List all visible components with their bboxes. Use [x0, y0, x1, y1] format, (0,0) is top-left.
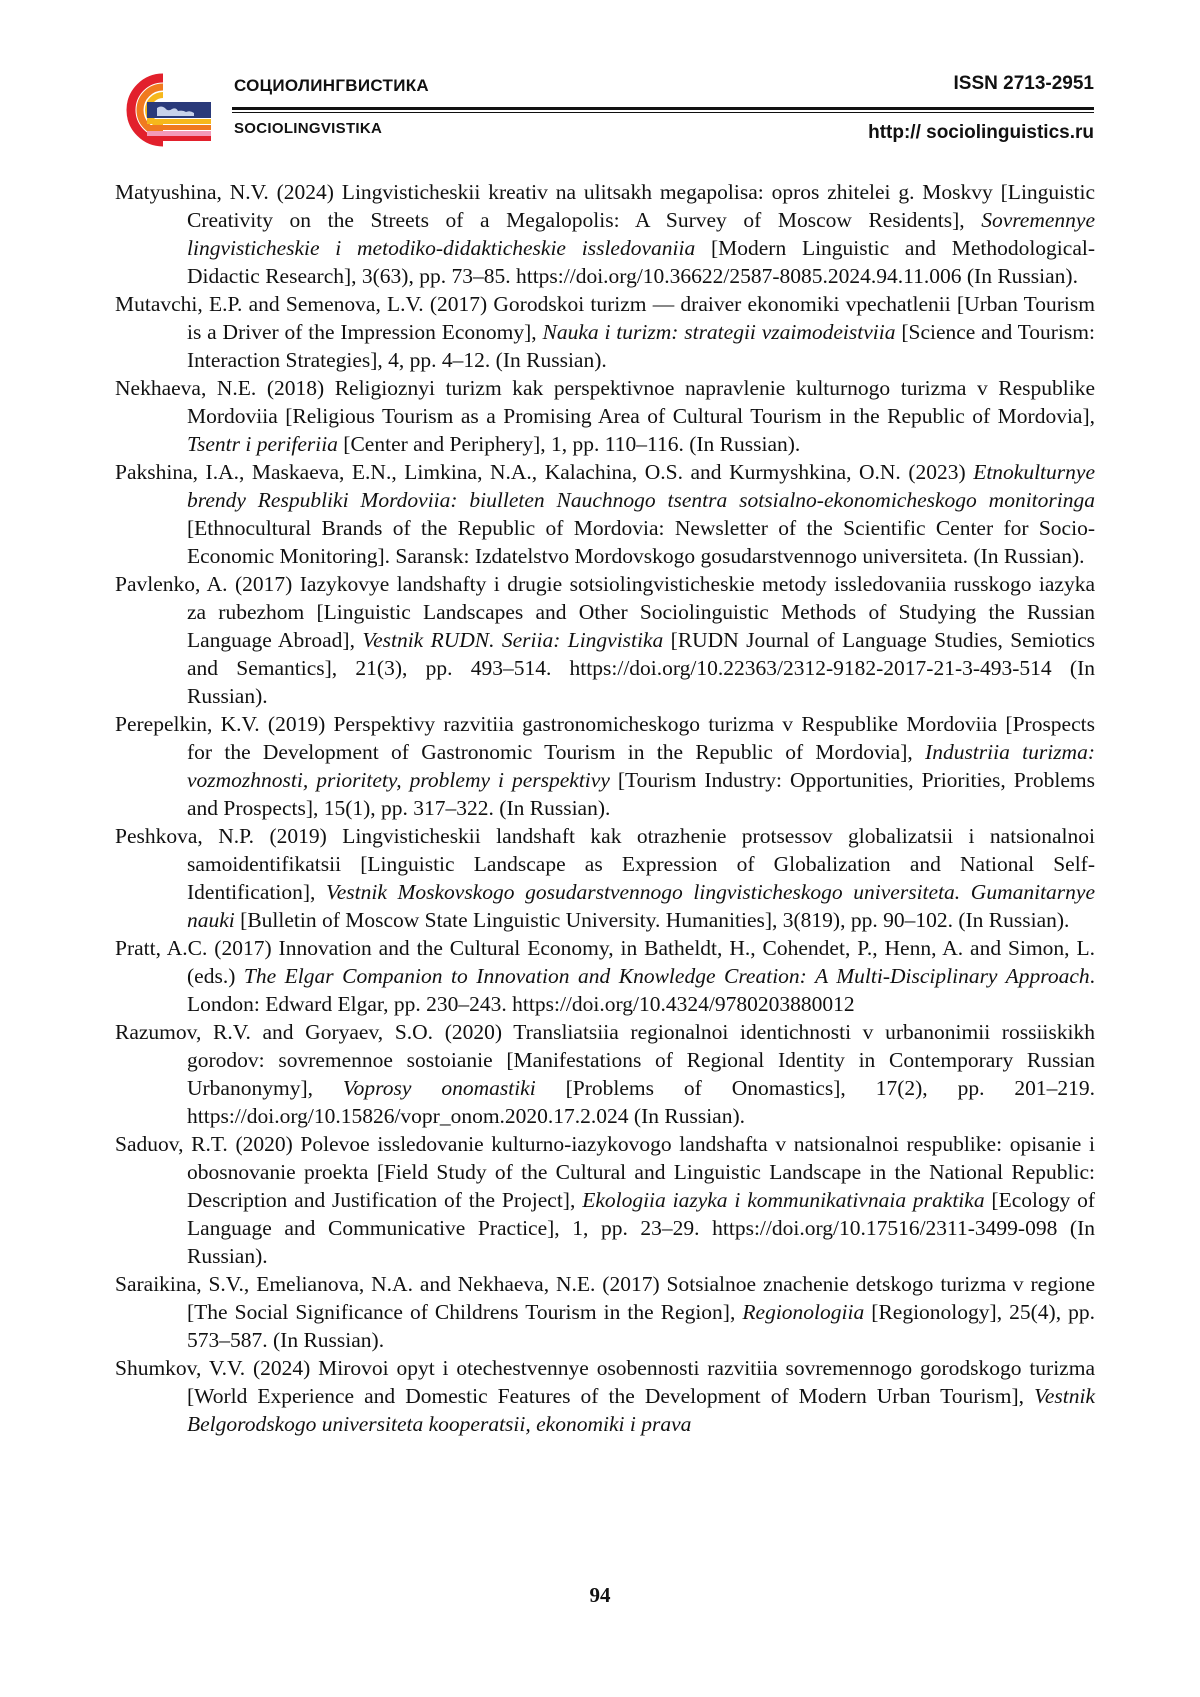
reference-source-title: Ekologiia iazyka i kommunikativnaia praktika	[582, 1188, 985, 1212]
reference-source-title: Vestnik RUDN. Seriia: Lingvistika	[362, 628, 664, 652]
reference-text: [Tourism Industry: Opportunities, Priorities, Problems and Prospects], 15(1), pp. 317–322. (In Russian).	[187, 768, 1095, 820]
reference-source-title: The Elgar Companion to Innovation and Knowledge Creation: A Multi-Disciplinary Approach	[243, 964, 1090, 988]
reference-text: . London: Edward Elgar, pp. 230–243. https://doi.org/10.4324/9780203880012	[187, 964, 1095, 1016]
reference-entry	[115, 934, 1095, 1018]
reference-entry	[115, 822, 1095, 934]
reference-text: Saraikina, S.V., Emelianova, N.A. and Nekhaeva, N.E. (2017) Sotsialnoe znachenie detskogo turizma v regione [The Social Significance of Childrens Tourism in the Region],	[115, 1272, 1095, 1324]
reference-entry	[115, 710, 1095, 822]
reference-text: Pratt, A.C. (2017) Innovation and the Cultural Economy, in Batheldt, H., Cohendet, P., Henn, A. and Simon, L. (eds.)	[115, 936, 1095, 988]
header-rule-thick	[232, 107, 1094, 110]
reference-text: [Regionology], 25(4), pp. 573–587. (In Russian).	[187, 1300, 1095, 1352]
reference-entry	[115, 374, 1095, 458]
journal-title-en: SOCIOLINGVISTIKA	[234, 120, 383, 137]
reference-entry	[115, 1270, 1095, 1354]
journal-title-ru: СОЦИОЛИНГВИСТИКА	[234, 76, 429, 95]
reference-text: Saduov, R.T. (2020) Polevoe issledovanie kulturno-iazykovogo landshafta v natsionalnoi respublike: opisanie i obosnovanie proekta [Field Study of the Cultural and Linguistic Landscape in the National Republic: Description and Justification of the Project],	[115, 1132, 1095, 1212]
reference-text: [Ethnocultural Brands of the Republic of Mordovia: Newsletter of the Scientific Center for Socio-Economic Monitoring]. Saransk: Izdatelstvo Mordovskogo gosudarstvennogo universiteta. (In Russian).	[187, 516, 1095, 568]
reference-entry	[115, 1130, 1095, 1270]
journal-url: http:// sociolinguistics.ru	[868, 122, 1094, 143]
reference-entry	[115, 458, 1095, 570]
page-header	[0, 0, 1200, 160]
reference-entry	[115, 570, 1095, 710]
reference-text: [Science and Tourism: Interaction Strategies], 4, pp. 4–12. (In Russian).	[187, 320, 1095, 372]
reference-entry	[115, 290, 1095, 374]
reference-source-title: Sovremennye lingvisticheskie i metodiko-didakticheskie issledovaniia	[187, 208, 1095, 260]
reference-source-title: Vestnik Belgorodskogo universiteta kooperatsii, ekonomiki i prava	[187, 1384, 1095, 1436]
reference-text: Shumkov, V.V. (2024) Mirovoi opyt i otechestvennye osobennosti razvitiia sovremennogo gorodskogo turizma [World Experience and Domestic Features of the Development of Modern Urban Tourism],	[115, 1356, 1095, 1408]
page-number: 94	[589, 1583, 611, 1607]
header-rule-thin	[232, 112, 1094, 113]
reference-text: Pavlenko, A. (2017) Iazykovye landshafty i drugie sotsiolingvisticheskie metody issledovaniia russkogo iazyka za rubezhom [Linguistic Landscapes and Other Sociolinguistic Methods of Studying the Russian Language Abroad],	[115, 572, 1095, 652]
reference-source-title: Etnokulturnye brendy Respubliki Mordoviia: biulleten Nauchnogo tsentra sotsialno-ekonomicheskogo monitoringa	[187, 460, 1095, 512]
reference-source-title: Tsentr i periferiia	[187, 432, 338, 456]
reference-source-title: Regionologiia	[742, 1300, 865, 1324]
reference-text: Mutavchi, E.P. and Semenova, L.V. (2017) Gorodskoi turizm — draiver ekonomiki vpechatlenii [Urban Tourism is a Driver of the Impression Economy],	[115, 292, 1095, 344]
journal-logo-icon	[113, 72, 213, 148]
reference-source-title: Vestnik Moskovskogo gosudarstvennogo lingvisticheskogo universiteta. Gumanitarnye nauki	[187, 880, 1095, 932]
reference-text: Matyushina, N.V. (2024) Lingvisticheskii kreativ na ulitsakh megapolisa: opros zhitelei g. Moskvy [Linguistic Creativity on the Streets of a Megalopolis: A Survey of Moscow Residents],	[115, 180, 1095, 232]
issn-label: ISSN 2713-2951	[953, 73, 1094, 94]
reference-text: [Bulletin of Moscow State Linguistic University. Humanities], 3(819), pp. 90–102. (In Russian).	[234, 908, 1070, 932]
reference-entry	[115, 1354, 1095, 1438]
reference-source-title: Voprosy onomastiki	[342, 1076, 536, 1100]
reference-source-title: Nauka i turizm: strategii vzaimodeistviia	[542, 320, 896, 344]
reference-text: Razumov, R.V. and Goryaev, S.O. (2020) Transliatsiia regionalnoi identichnosti v urbanonimii rossiiskikh gorodov: sovremennoe sostoianie [Manifestations of Regional Identity in Contemporary Russian Urbanonymy],	[115, 1020, 1095, 1100]
reference-entry	[115, 178, 1095, 290]
reference-text: Pakshina, I.A., Maskaeva, E.N., Limkina, N.A., Kalachina, O.S. and Kurmyshkina, O.N. (2023)	[115, 460, 974, 484]
reference-text: [RUDN Journal of Language Studies, Semiotics and Semantics], 21(3), pp. 493–514. https://doi.org/10.22363/2312-9182-2017-21-3-493-514 (In Russian).	[187, 628, 1096, 708]
reference-text: [Ecology of Language and Communicative Practice], 1, pp. 23–29. https://doi.org/10.17516/2311-3499-098 (In Russian).	[187, 1188, 1096, 1268]
reference-text: [Problems of Onomastics], 17(2), pp. 201–219. https://doi.org/10.15826/vopr_onom.2020.17.2.024 (In Russian).	[187, 1076, 1095, 1128]
reference-text: [Modern Linguistic and Methodological-Didactic Research], 3(63), pp. 73–85. https://doi.org/10.36622/2587-8085.2024.94.11.006 (In Russian).	[187, 236, 1095, 288]
reference-text: [Center and Periphery], 1, pp. 110–116. (In Russian).	[337, 432, 801, 456]
reference-text: Nekhaeva, N.E. (2018) Religioznyi turizm kak perspektivnoe napravlenie kulturnogo turizma v Respublike Mordoviia [Religious Tourism as a Promising Area of Cultural Tourism in the Republic of Mordovia],	[115, 376, 1095, 428]
reference-text: Perepelkin, K.V. (2019) Perspektivy razvitiia gastronomicheskogo turizma v Respublike Mordoviia [Prospects for the Development of Gastronomic Tourism in the Republic of Mordovia],	[115, 712, 1095, 764]
reference-list	[115, 178, 1095, 1438]
reference-entry	[115, 1018, 1095, 1130]
reference-source-title: Industriia turizma: vozmozhnosti, prioritety, problemy i perspektivy	[187, 740, 1095, 792]
reference-text: Peshkova, N.P. (2019) Lingvisticheskii landshaft kak otrazhenie protsessov globalizatsii i natsionalnoi samoidentifikatsii [Linguistic Landscape as Expression of Globalization and National Self-Identification],	[115, 824, 1095, 904]
